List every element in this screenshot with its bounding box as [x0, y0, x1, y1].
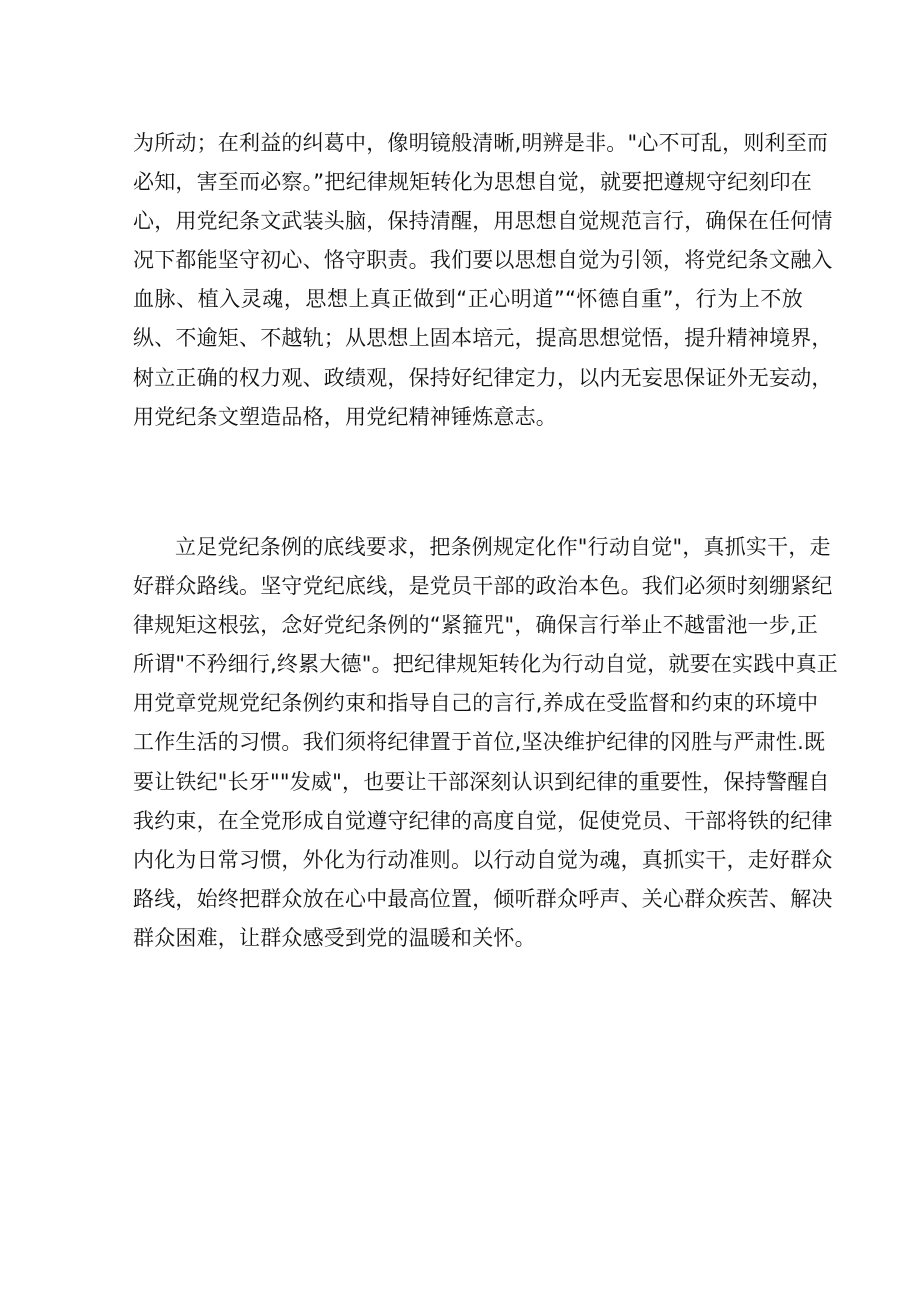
paragraph-line: 用党纪条文塑造品格，用党纪精神锤炼意志。 — [133, 404, 557, 429]
paragraph-line: 树立正确的权力观、政绩观，保持好纪律定力，以内无妄思保证外无妄动， — [133, 365, 833, 390]
paragraph-2 — [133, 528, 838, 958]
paragraph-line: 纵、不逾矩、不越轨；从思想上固本培元，提高思想觉悟，提升精神境界， — [133, 326, 833, 351]
paragraph-line: 内化为日常习惯，外化为行动准则。以行动自觉为魂，真抓实干，走好群众 — [133, 847, 833, 872]
paragraph-line: 我约束，在全党形成自觉遵守纪律的高度自觉，促使党员、干部将铁的纪律 — [133, 808, 833, 833]
paragraph-1 — [133, 124, 833, 437]
paragraph-line: 为所动；在利益的纠葛中，像明镜般清晰,明辨是非。"心不可乱，则利至而 — [133, 131, 829, 155]
paragraph-line: 所谓"不矜细行,终累大德"。把纪律规矩转化为行动自觉，就要在实践中真正 — [133, 652, 838, 677]
paragraph-line: 工作生活的习惯。我们须将纪律置于首位,坚决维护纪律的冈胜与严肃性.既 — [133, 730, 826, 755]
paragraph-line: 立足党纪条例的底线要求，把条例规定化作"行动自觉"，真抓实干，走 — [175, 535, 831, 559]
paragraph-line: 路线，始终把群众放在心中最高位置，倾听群众呼声、关心群众疾苦、解决 — [133, 886, 833, 911]
paragraph-line: 血脉、植入灵魂，思想上真正做到“正心明道”“怀德自重”，行为上不放 — [133, 287, 803, 312]
paragraph-line: 心，用党纪条文武装头脑，保持清醒，用思想自觉规范言行，确保在任何情 — [133, 209, 833, 234]
paragraph-line: 律规矩这根弦，念好党纪条例的“紧箍咒"，确保言行举止不越雷池一步,正 — [133, 613, 819, 638]
paragraph-line: 群众困难，让群众感受到党的温暖和关怀。 — [133, 925, 536, 950]
paragraph-line: 必知，害至而必察。”把纪律规矩转化为思想自觉，就要把遵规守纪刻印在 — [133, 170, 812, 195]
paragraph-line: 要让铁纪"长牙""发威"，也要让干部深刻认识到纪律的重要性，保持警醒自 — [133, 769, 830, 794]
paragraph-line: 况下都能坚守初心、恪守职责。我们要以思想自觉为引领，将党纪条文融入 — [133, 248, 833, 273]
paragraph-line: 好群众路线。坚守党纪底线，是党员干部的政治本色。我们必须时刻绷紧纪 — [133, 574, 833, 599]
paragraph-line: 用党章党规党纪条例约束和指导自己的言行,养成在受监督和约束的环境中 — [133, 691, 819, 716]
